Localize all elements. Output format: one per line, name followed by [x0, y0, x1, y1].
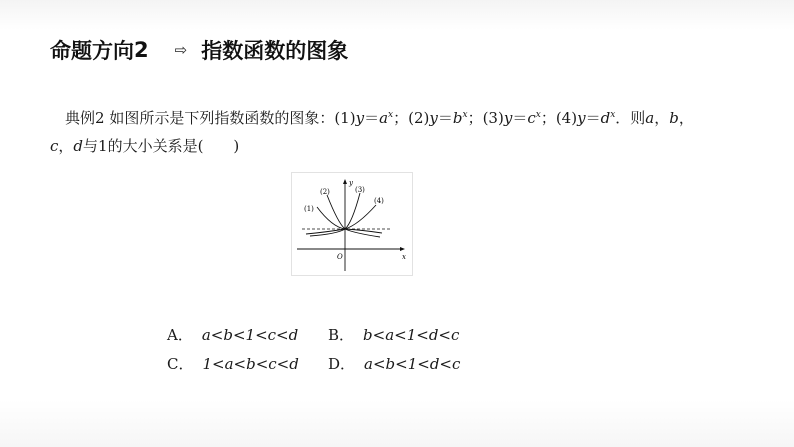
option-c-text: 1<a<b<c<d	[202, 355, 299, 373]
x-axis-arrow-icon	[400, 247, 405, 251]
origin-label: O	[337, 253, 343, 261]
heading-title: 指数函数的图象	[201, 39, 349, 63]
option-a-text: a<b<1<c<d	[201, 326, 299, 344]
option-b-label: B．	[328, 326, 355, 344]
curve-1-label: (1)	[304, 205, 314, 213]
section-heading	[50, 34, 348, 66]
curve-2-label: (2)	[320, 188, 330, 196]
arrow-right-icon: ⇨	[174, 41, 188, 59]
x-axis-label: x	[402, 253, 406, 261]
question-intro: 如图所示是下列指数函数的图象：	[104, 109, 335, 127]
graph-svg	[292, 173, 412, 275]
y-axis-label: y	[349, 179, 353, 187]
variable-c: c	[50, 137, 59, 155]
curve-3-label: (3)	[355, 186, 365, 194]
formula-2-y: y	[429, 109, 438, 127]
curve-4-label: (4)	[374, 197, 384, 205]
separator: ；	[467, 109, 483, 127]
formula-4-y: y	[577, 109, 586, 127]
formula-2-eq: ＝	[437, 109, 453, 127]
formula-1-eq: ＝	[364, 109, 380, 127]
option-a[interactable]	[167, 325, 298, 345]
formula-4-eq: ＝	[585, 109, 601, 127]
option-d-label: D．	[328, 355, 356, 373]
variable-a: a	[645, 109, 655, 127]
variable-b: b	[669, 109, 679, 127]
formula-1-number: (1)	[334, 109, 356, 127]
comma: ，	[678, 109, 694, 127]
comma: ，	[654, 109, 670, 127]
question-text	[50, 104, 750, 160]
option-a-label: A．	[167, 326, 193, 344]
option-d[interactable]	[328, 354, 460, 374]
example-label: 典例2	[65, 109, 105, 127]
formula-1-y: y	[355, 109, 365, 127]
comma: ，	[58, 137, 74, 155]
formula-3-eq: ＝	[512, 109, 528, 127]
formula-4-exponent: x	[610, 110, 616, 120]
formula-3-number: (3)	[482, 109, 504, 127]
formula-3-base: c	[527, 109, 536, 127]
formula-2-exponent: x	[462, 110, 468, 120]
option-c-label: C．	[167, 355, 194, 373]
separator: ；	[393, 109, 409, 127]
option-d-text: a<b<1<d<c	[364, 355, 461, 373]
y-axis-arrow-icon	[343, 179, 347, 184]
exponential-graph-figure	[291, 172, 413, 276]
formula-1-exponent: x	[388, 110, 394, 120]
formula-4-base: d	[600, 109, 611, 127]
formula-2-number: (2)	[408, 109, 430, 127]
option-b-text: b<a<1<d<c	[363, 326, 460, 344]
formula-4-number: (4)	[555, 109, 578, 127]
variable-d: d	[73, 137, 84, 155]
formula-2-base: b	[452, 109, 463, 127]
formula-1-base: a	[379, 109, 389, 127]
heading-number: 2	[134, 38, 149, 62]
option-c[interactable]	[167, 354, 299, 374]
formula-3-exponent: x	[535, 110, 541, 120]
separator: ；	[540, 109, 556, 127]
heading-title-prefix: 命题方向	[50, 39, 134, 63]
curve-4	[306, 205, 376, 234]
sentence-end: ．则	[615, 109, 646, 127]
formula-3-y: y	[503, 109, 513, 127]
option-b[interactable]	[328, 325, 459, 345]
question-tail: 与1的大小关系是( )	[83, 137, 240, 155]
